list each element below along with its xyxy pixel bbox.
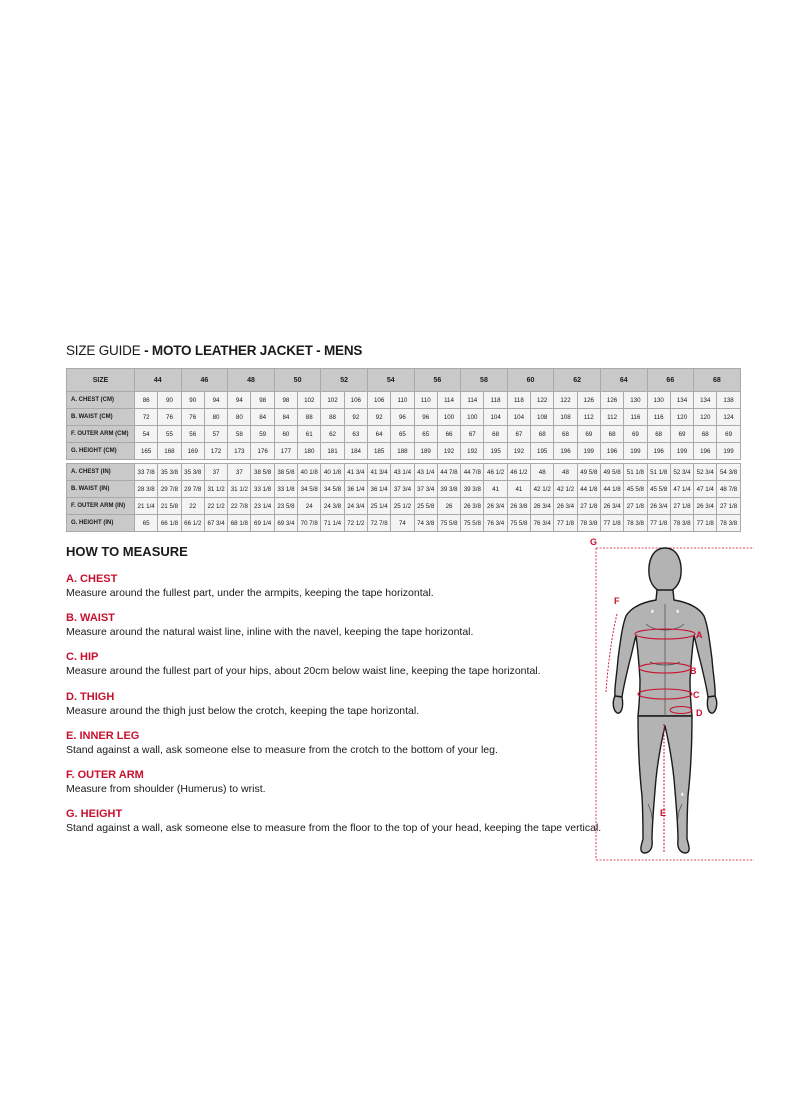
table-cell: 29 7/8 [158, 481, 181, 498]
size-header-cell: 52 [321, 369, 368, 392]
table-cell: 47 1/4 [670, 481, 693, 498]
table-cell: 92 [367, 409, 390, 426]
table-cell: 22 [181, 498, 204, 515]
size-header-cell: 66 [647, 369, 694, 392]
table-cell: 72 [135, 409, 158, 426]
table-cell: 40 1/8 [298, 464, 321, 481]
table-cell: 39 3/8 [461, 481, 484, 498]
size-header-row [67, 369, 741, 392]
row-label: B. WAIST (CM) [67, 409, 135, 426]
table-cell: 172 [204, 443, 227, 460]
table-cell: 44 1/8 [600, 481, 623, 498]
table-cell: 189 [414, 443, 437, 460]
table-row [67, 409, 741, 426]
table-cell: 192 [507, 443, 530, 460]
table-cell: 52 3/4 [670, 464, 693, 481]
table-cell: 168 [158, 443, 181, 460]
table-cell: 195 [484, 443, 507, 460]
table-cell: 25 1/4 [367, 498, 390, 515]
page-title [66, 343, 362, 358]
table-cell: 70 7/8 [298, 515, 321, 532]
measure-description: Stand against a wall, ask someone else to measure from the crotch to the bottom of your leg. [66, 743, 498, 756]
table-cell: 122 [554, 392, 577, 409]
measure-description: Measure around the fullest part of your hips, about 20cm below waist line, keeping the tape horizontal. [66, 665, 541, 678]
table-cell: 65 [135, 515, 158, 532]
table-cell: 37 3/4 [391, 481, 414, 498]
table-cell: 100 [437, 409, 460, 426]
table-cell: 46 1/2 [484, 464, 507, 481]
table-cell: 63 [344, 426, 367, 443]
measure-title: G. HEIGHT [66, 808, 123, 821]
size-header-cell: 62 [554, 369, 601, 392]
table-cell: 36 1/4 [344, 481, 367, 498]
table-cell: 51 1/8 [624, 464, 647, 481]
table-cell: 134 [670, 392, 693, 409]
table-cell: 104 [484, 409, 507, 426]
table-row [67, 498, 741, 515]
label-e: E [660, 808, 667, 818]
table-cell: 66 1/8 [158, 515, 181, 532]
table-cell: 41 [507, 481, 530, 498]
table-cell: 68 [554, 426, 577, 443]
table-cell: 92 [344, 409, 367, 426]
table-cell: 41 3/4 [367, 464, 390, 481]
measure-title: F. OUTER ARM [66, 769, 144, 781]
table-cell: 69 [624, 426, 647, 443]
table-cell: 118 [507, 392, 530, 409]
table-cell: 37 3/4 [414, 481, 437, 498]
table-cell: 124 [717, 409, 740, 426]
table-cell: 106 [344, 392, 367, 409]
table-cell: 37 [228, 464, 251, 481]
table-cell: 120 [670, 409, 693, 426]
table-cell: 44 7/8 [437, 464, 460, 481]
table-cell: 80 [228, 409, 251, 426]
table-row [67, 464, 741, 481]
table-cell: 77 1/8 [647, 515, 670, 532]
table-cell: 72 7/8 [367, 515, 390, 532]
table-cell: 26 3/4 [484, 498, 507, 515]
table-cell: 199 [577, 443, 600, 460]
table-cell: 41 3/4 [344, 464, 367, 481]
title-prefix: SIZE GUIDE [66, 343, 141, 358]
table-cell: 71 1/4 [321, 515, 344, 532]
table-cell: 43 1/4 [391, 464, 414, 481]
table-cell: 60 [274, 426, 297, 443]
table-cell: 39 3/8 [437, 481, 460, 498]
table-cell: 106 [367, 392, 390, 409]
size-header-cell: 56 [414, 369, 461, 392]
table-cell: 61 [298, 426, 321, 443]
table-cell: 116 [624, 409, 647, 426]
table-cell: 68 [694, 426, 717, 443]
table-cell: 78 3/8 [717, 515, 740, 532]
table-cell: 31 1/2 [228, 481, 251, 498]
row-label: G. HEIGHT (CM) [67, 443, 135, 460]
table-cell: 80 [204, 409, 227, 426]
table-cell: 116 [647, 409, 670, 426]
table-cell: 112 [600, 409, 623, 426]
table-cell: 188 [391, 443, 414, 460]
table-cell: 75 5/8 [437, 515, 460, 532]
table-cell: 65 [391, 426, 414, 443]
table-cell: 195 [531, 443, 554, 460]
table-cell: 22 7/8 [228, 498, 251, 515]
legs-shape [638, 716, 692, 853]
table-cell: 177 [274, 443, 297, 460]
table-cell: 68 1/8 [228, 515, 251, 532]
table-cell: 102 [321, 392, 344, 409]
table-cell: 94 [204, 392, 227, 409]
table-cell: 27 1/8 [577, 498, 600, 515]
table-cell: 68 [647, 426, 670, 443]
table-cell: 51 1/8 [647, 464, 670, 481]
row-label: B. WAIST (IN) [67, 481, 135, 498]
table-row [67, 392, 741, 409]
table-cell: 126 [600, 392, 623, 409]
table-cell: 52 3/4 [694, 464, 717, 481]
table-cell: 84 [251, 409, 274, 426]
size-header-cell: 58 [461, 369, 508, 392]
size-header-cell: 60 [507, 369, 554, 392]
table-cell: 56 [181, 426, 204, 443]
table-cell: 110 [391, 392, 414, 409]
table-cell: 120 [694, 409, 717, 426]
table-cell: 38 5/8 [274, 464, 297, 481]
size-header-cell: 68 [694, 369, 741, 392]
table-cell: 27 1/8 [670, 498, 693, 515]
table-cell: 114 [461, 392, 484, 409]
table-cell: 185 [367, 443, 390, 460]
table-cell: 90 [158, 392, 181, 409]
table-cell: 112 [577, 409, 600, 426]
table-cell: 45 5/8 [624, 481, 647, 498]
table-cell: 44 7/8 [461, 464, 484, 481]
table-cell: 68 [484, 426, 507, 443]
table-cell: 90 [181, 392, 204, 409]
table-cell: 44 1/8 [577, 481, 600, 498]
table-cell: 66 1/2 [181, 515, 204, 532]
measure-description: Measure from shoulder (Humerus) to wrist. [66, 783, 266, 795]
size-header-cell: 44 [135, 369, 182, 392]
table-cell: 54 [135, 426, 158, 443]
head-shape [649, 548, 681, 592]
measure-description: Measure around the thigh just below the crotch, keeping the tape horizontal. [66, 704, 420, 717]
table-cell: 108 [554, 409, 577, 426]
measure-title: D. THIGH [66, 690, 115, 703]
table-cell: 66 [437, 426, 460, 443]
table-cell: 78 3/8 [577, 515, 600, 532]
table-cell: 72 1/2 [344, 515, 367, 532]
table-cell: 31 1/2 [204, 481, 227, 498]
how-to-measure-heading: HOW TO MEASURE [66, 544, 188, 559]
table-cell: 134 [694, 392, 717, 409]
table-cell: 122 [531, 392, 554, 409]
table-cell: 88 [321, 409, 344, 426]
table-cell: 69 1/4 [251, 515, 274, 532]
row-label: A. CHEST (CM) [67, 392, 135, 409]
table-cell: 57 [204, 426, 227, 443]
table-cell: 68 [600, 426, 623, 443]
table-cell: 38 5/8 [251, 464, 274, 481]
table-cell: 165 [135, 443, 158, 460]
table-cell: 28 3/8 [135, 481, 158, 498]
title-main: - MOTO LEATHER JACKET - MENS [140, 343, 363, 358]
table-cell: 75 5/8 [507, 515, 530, 532]
table-cell: 102 [298, 392, 321, 409]
table-cell: 180 [298, 443, 321, 460]
table-cell: 26 3/8 [507, 498, 530, 515]
table-cell: 96 [391, 409, 414, 426]
table-cell: 55 [158, 426, 181, 443]
size-table-cm [66, 368, 741, 460]
table-cell: 69 3/4 [274, 515, 297, 532]
measure-description: Stand against a wall, ask someone else to measure from the floor to the top of your head, keeping the tape vertical. [66, 822, 602, 835]
table-cell: 77 1/8 [694, 515, 717, 532]
table-cell: 68 [531, 426, 554, 443]
table-cell: 114 [437, 392, 460, 409]
table-cell: 48 [554, 464, 577, 481]
table-cell: 69 [717, 426, 740, 443]
table-cell: 199 [624, 443, 647, 460]
table-cell: 47 1/4 [694, 481, 717, 498]
table-cell: 69 [670, 426, 693, 443]
table-cell: 199 [717, 443, 740, 460]
table-cell: 88 [298, 409, 321, 426]
table-cell: 100 [461, 409, 484, 426]
table-cell: 33 1/8 [274, 481, 297, 498]
table-cell: 196 [554, 443, 577, 460]
table-cell: 26 3/4 [600, 498, 623, 515]
table-cell: 196 [647, 443, 670, 460]
table-cell: 24 [298, 498, 321, 515]
measure-description: Measure around the natural waist line, inline with the navel, keeping the tape horizontal. [66, 626, 474, 639]
label-f: F [614, 596, 620, 606]
table-cell: 41 [484, 481, 507, 498]
table-cell: 118 [484, 392, 507, 409]
table-cell: 192 [461, 443, 484, 460]
table-cell: 78 3/8 [670, 515, 693, 532]
table-cell: 26 3/4 [531, 498, 554, 515]
table-cell: 169 [181, 443, 204, 460]
table-cell: 67 [461, 426, 484, 443]
table-row [67, 515, 741, 532]
table-cell: 67 3/4 [204, 515, 227, 532]
table-cell: 49 5/8 [600, 464, 623, 481]
table-cell: 27 1/8 [717, 498, 740, 515]
table-cell: 49 5/8 [577, 464, 600, 481]
table-cell: 192 [437, 443, 460, 460]
measure-title: B. WAIST [66, 612, 115, 625]
table-cell: 48 7/8 [717, 481, 740, 498]
size-header-cell: 48 [228, 369, 275, 392]
table-cell: 110 [414, 392, 437, 409]
table-cell: 23 5/8 [274, 498, 297, 515]
table-cell: 76 [158, 409, 181, 426]
table-row [67, 481, 741, 498]
body-measure-figure [586, 534, 758, 864]
label-a: A [696, 630, 703, 640]
left-hand [613, 696, 622, 713]
table-cell: 98 [274, 392, 297, 409]
table-cell: 42 1/2 [531, 481, 554, 498]
size-header-cell: 64 [600, 369, 647, 392]
table-cell: 54 3/8 [717, 464, 740, 481]
measure-description: Measure around the fullest part, under the armpits, keeping the tape horizontal. [66, 587, 434, 599]
table-cell: 46 1/2 [507, 464, 530, 481]
table-cell: 33 1/8 [251, 481, 274, 498]
table-cell: 21 5/8 [158, 498, 181, 515]
label-g: G [590, 537, 598, 547]
measure-title: A. CHEST [66, 573, 118, 585]
table-cell: 176 [251, 443, 274, 460]
table-cell: 25 5/8 [414, 498, 437, 515]
table-cell: 26 3/8 [461, 498, 484, 515]
size-header-cell: 54 [367, 369, 414, 392]
table-cell: 67 [507, 426, 530, 443]
row-label: G. HEIGHT (IN) [67, 515, 135, 532]
table-cell: 76 [181, 409, 204, 426]
table-cell: 42 1/2 [554, 481, 577, 498]
table-cell: 34 5/8 [298, 481, 321, 498]
table-cell: 37 [204, 464, 227, 481]
table-cell: 96 [414, 409, 437, 426]
table-cell: 76 3/4 [531, 515, 554, 532]
table-cell: 59 [251, 426, 274, 443]
label-d: D [696, 708, 703, 718]
table-cell: 126 [577, 392, 600, 409]
table-cell: 173 [228, 443, 251, 460]
table-cell: 26 3/4 [694, 498, 717, 515]
table-cell: 77 1/8 [600, 515, 623, 532]
table-cell: 77 1/8 [554, 515, 577, 532]
table-cell: 64 [367, 426, 390, 443]
table-cell: 181 [321, 443, 344, 460]
table-cell: 75 5/8 [461, 515, 484, 532]
table-cell: 130 [647, 392, 670, 409]
table-cell: 62 [321, 426, 344, 443]
table-cell: 130 [624, 392, 647, 409]
table-cell: 74 3/8 [414, 515, 437, 532]
table-cell: 24 3/4 [344, 498, 367, 515]
table-cell: 58 [228, 426, 251, 443]
table-cell: 27 1/8 [624, 498, 647, 515]
table-cell: 108 [531, 409, 554, 426]
size-header-cell: 50 [274, 369, 321, 392]
table-cell: 65 [414, 426, 437, 443]
label-b: B [690, 666, 697, 676]
table-cell: 104 [507, 409, 530, 426]
table-cell: 40 1/8 [321, 464, 344, 481]
table-cell: 24 3/8 [321, 498, 344, 515]
table-cell: 196 [600, 443, 623, 460]
row-label: A. CHEST (IN) [67, 464, 135, 481]
measure-title: C. HIP [66, 651, 99, 664]
size-table-in [66, 463, 741, 532]
table-cell: 84 [274, 409, 297, 426]
table-cell: 45 5/8 [647, 481, 670, 498]
table-cell: 22 1/2 [204, 498, 227, 515]
table-cell: 26 3/4 [554, 498, 577, 515]
table-cell: 76 3/4 [484, 515, 507, 532]
table-cell: 74 [391, 515, 414, 532]
table-cell: 138 [717, 392, 740, 409]
table-cell: 29 7/8 [181, 481, 204, 498]
row-label: F. OUTER ARM (CM) [67, 426, 135, 443]
table-row [67, 443, 741, 460]
table-cell: 36 1/4 [367, 481, 390, 498]
table-cell: 35 3/8 [158, 464, 181, 481]
row-label: F. OUTER ARM (IN) [67, 498, 135, 515]
table-cell: 78 3/8 [624, 515, 647, 532]
table-cell: 69 [577, 426, 600, 443]
size-header-label: SIZE [67, 369, 135, 392]
table-cell: 94 [228, 392, 251, 409]
table-cell: 33 7/8 [135, 464, 158, 481]
table-cell: 21 1/4 [135, 498, 158, 515]
table-row [67, 426, 741, 443]
table-cell: 25 1/2 [391, 498, 414, 515]
table-cell: 43 1/4 [414, 464, 437, 481]
table-cell: 199 [670, 443, 693, 460]
table-cell: 86 [135, 392, 158, 409]
table-cell: 34 5/8 [321, 481, 344, 498]
label-c: C [693, 690, 700, 700]
table-cell: 184 [344, 443, 367, 460]
table-cell: 26 3/4 [647, 498, 670, 515]
table-cell: 196 [694, 443, 717, 460]
right-hand [707, 696, 716, 713]
size-header-cell: 46 [181, 369, 228, 392]
measure-title: E. INNER LEG [66, 729, 140, 742]
table-cell: 23 1/4 [251, 498, 274, 515]
table-cell: 48 [531, 464, 554, 481]
table-cell: 35 3/8 [181, 464, 204, 481]
table-cell: 98 [251, 392, 274, 409]
table-cell: 26 [437, 498, 460, 515]
